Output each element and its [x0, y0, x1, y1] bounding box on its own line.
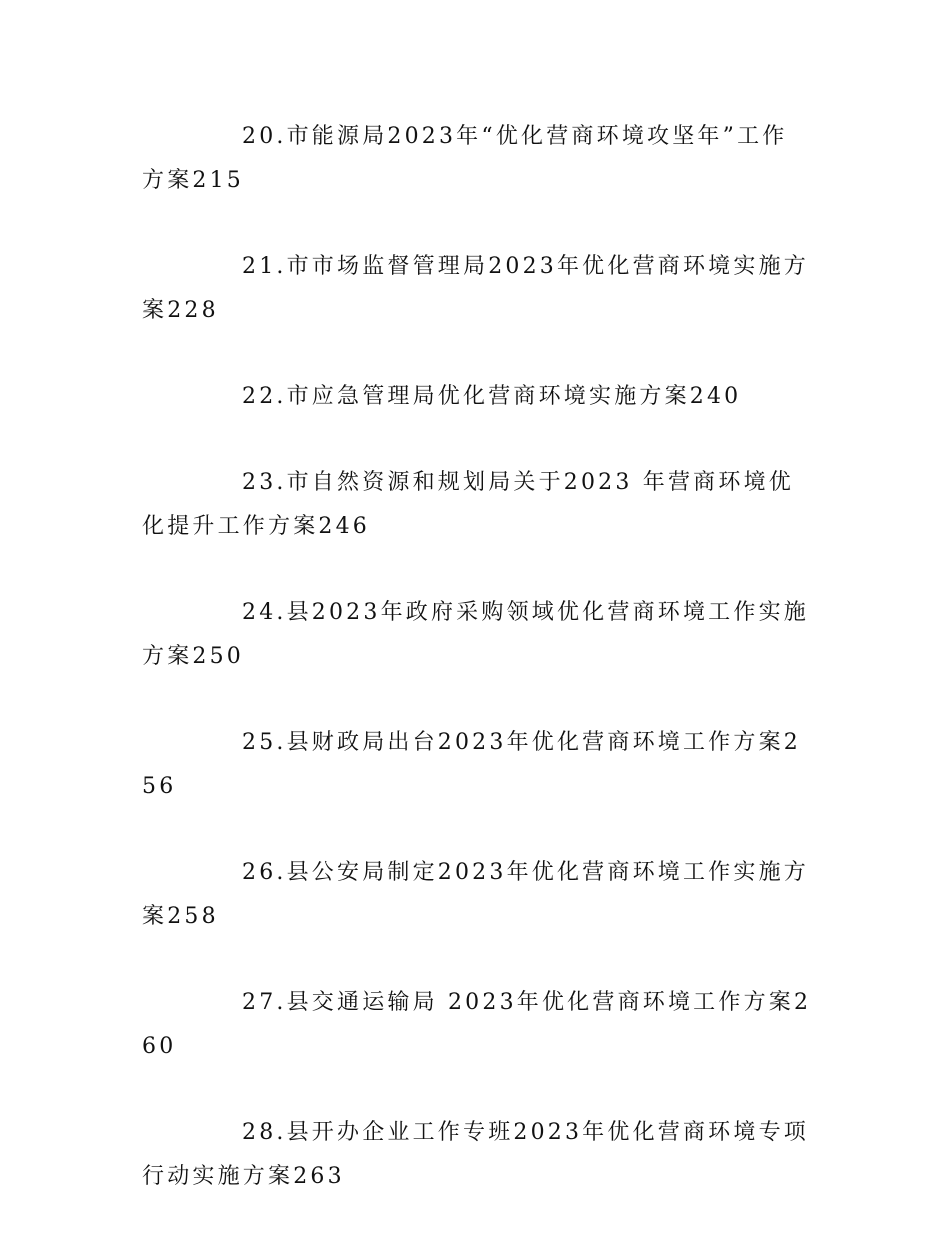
- toc-entry-27: 27.县交通运输局 2023年优化营商环境工作方案260: [142, 990, 812, 1059]
- toc-entry-24: 24.县2023年政府采购领域优化营商环境工作实施方案250: [142, 600, 809, 669]
- toc-entry-25: 25.县财政局出台2023年优化营商环境工作方案256: [142, 730, 801, 799]
- toc-entry-28: 28.县开办企业工作专班2023年优化营商环境专项行动实施方案263: [142, 1120, 809, 1189]
- toc-entry-26: 26.县公安局制定2023年优化营商环境工作实施方案258: [142, 860, 809, 929]
- toc-entry-21: 21.市市场监督管理局2023年优化营商环境实施方案228: [142, 254, 809, 323]
- toc-entry-23: 23.市自然资源和规划局关于2023 年营商环境优化提升工作方案246: [142, 470, 794, 539]
- toc-entry-20: 20.市能源局2023年“优化营商环境攻坚年”工作方案215: [142, 124, 788, 193]
- table-of-contents: [142, 115, 812, 1241]
- toc-entry-22: 22.市应急管理局优化营商环境实施方案240: [242, 384, 742, 409]
